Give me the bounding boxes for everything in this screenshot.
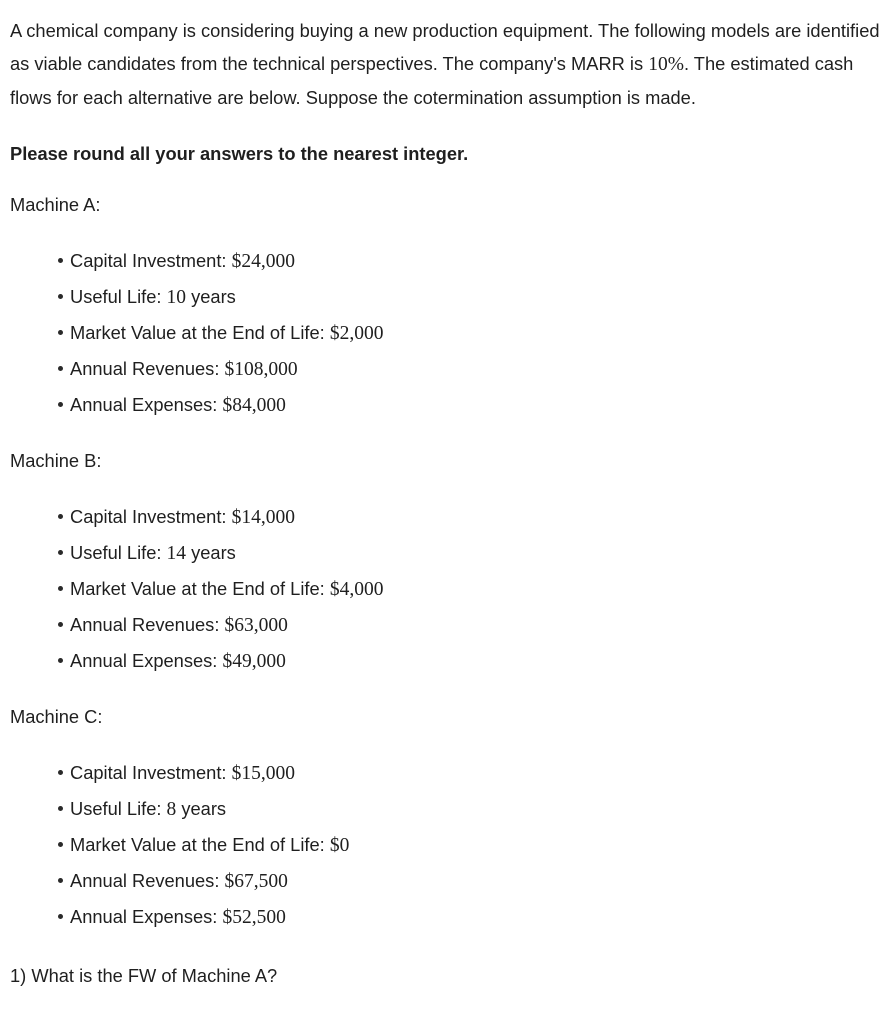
machine-b-annual-revenues — [58, 607, 882, 643]
spec-label: Market Value at the End of Life: — [70, 322, 330, 343]
machine-b-useful-life — [58, 535, 882, 571]
machine-a-annual-expenses — [58, 387, 882, 423]
spec-label: Useful Life: — [70, 798, 167, 819]
machine-c-annual-revenues — [58, 863, 882, 899]
machine-c-market-value — [58, 827, 882, 863]
machine-a-title: Machine A: — [10, 194, 101, 215]
spec-value: $24,000 — [231, 251, 295, 272]
spec-value: $15,000 — [231, 763, 295, 784]
spec-value: $14,000 — [231, 507, 295, 528]
machine-a-useful-life — [58, 279, 882, 315]
spec-value: $49,000 — [222, 651, 286, 672]
spec-value: 8 — [166, 799, 177, 820]
spec-label: Useful Life: — [70, 542, 167, 563]
spec-label: Useful Life: — [70, 286, 167, 307]
machine-b-title: Machine B: — [10, 450, 102, 471]
spec-label: Annual Revenues: — [70, 614, 225, 635]
spec-value: 14 — [166, 543, 187, 564]
machine-b-annual-expenses — [58, 643, 882, 679]
machine-c-annual-expenses — [58, 899, 882, 935]
intro-text-2: . The estimated cash flows for each alternative are below. Suppose the cotermination assumption is made. — [10, 53, 854, 108]
machine-b-capital-investment — [58, 499, 882, 535]
spec-label: Market Value at the End of Life: — [70, 834, 330, 855]
spec-suffix: years — [176, 798, 227, 819]
machine-c-title: Machine C: — [10, 706, 103, 727]
spec-label: Annual Revenues: — [70, 870, 225, 891]
machine-c-specs — [10, 755, 882, 935]
spec-label: Annual Revenues: — [70, 358, 225, 379]
machine-c-capital-investment — [58, 755, 882, 791]
question-1: 1) What is the FW of Machine A? — [10, 965, 278, 986]
spec-label: Annual Expenses: — [70, 906, 223, 927]
spec-value: $84,000 — [222, 395, 286, 416]
spec-label: Capital Investment: — [70, 250, 232, 271]
spec-suffix: years — [186, 542, 236, 563]
spec-label: Annual Expenses: — [70, 394, 223, 415]
spec-suffix: years — [186, 286, 236, 307]
machine-b-specs — [10, 499, 882, 679]
machine-a-market-value — [58, 315, 882, 351]
machine-a-specs — [10, 243, 882, 423]
spec-value: $67,500 — [224, 871, 288, 892]
intro-text-1: A chemical company is considering buying a new production equipment. The following models are identified as viable candidates from the technical perspectives. The company's MARR is — [10, 20, 880, 74]
machine-c-useful-life — [58, 791, 882, 827]
spec-label: Market Value at the End of Life: — [70, 578, 330, 599]
spec-label: Capital Investment: — [70, 762, 232, 783]
rounding-instruction: Please round all your answers to the nearest integer. — [10, 143, 469, 164]
machine-a-annual-revenues — [58, 351, 882, 387]
spec-label: Capital Investment: — [70, 506, 232, 527]
spec-value: $63,000 — [224, 615, 288, 636]
marr-value: 10% — [648, 54, 684, 75]
machine-a-capital-investment — [58, 243, 882, 279]
spec-value: $0 — [329, 835, 350, 856]
spec-value: $2,000 — [329, 323, 384, 344]
problem-intro — [10, 14, 882, 114]
machine-b-market-value — [58, 571, 882, 607]
spec-value: $52,500 — [222, 907, 286, 928]
spec-value: $4,000 — [329, 579, 384, 600]
spec-label: Annual Expenses: — [70, 650, 223, 671]
spec-value: 10 — [166, 287, 187, 308]
spec-value: $108,000 — [224, 359, 298, 380]
